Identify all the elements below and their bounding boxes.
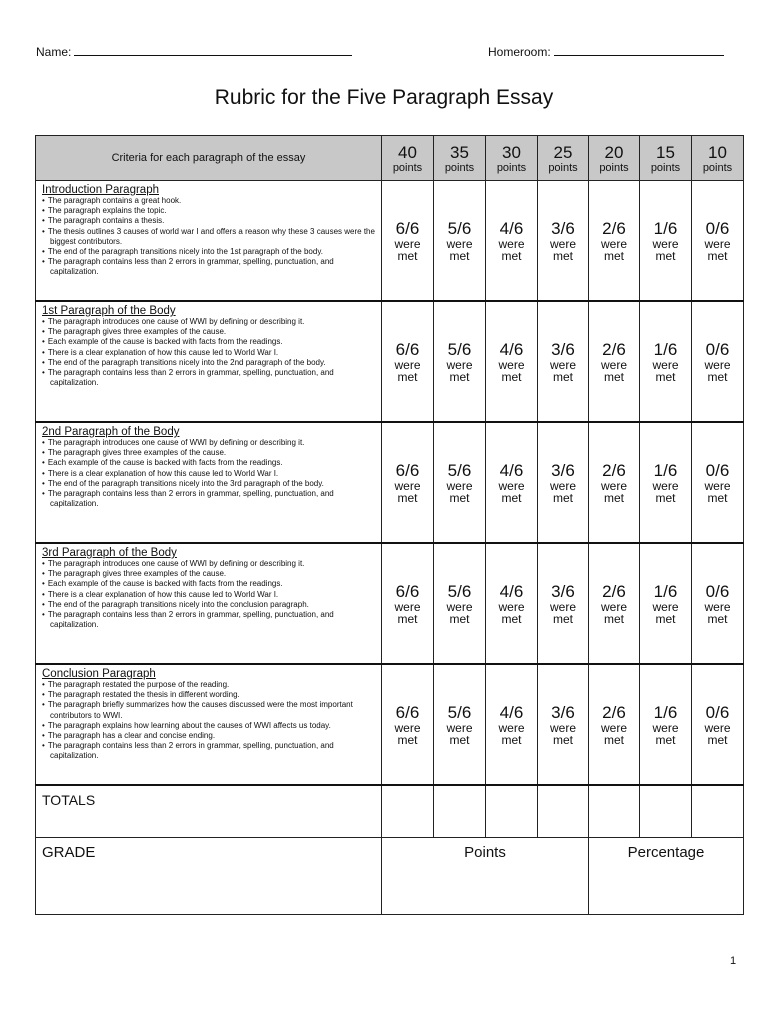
score-cell <box>589 181 640 302</box>
score-fraction: 3/6 <box>551 460 575 480</box>
score-met: met <box>552 369 573 384</box>
score-met: met <box>449 732 470 747</box>
score-met: met <box>552 611 573 626</box>
score-cell <box>382 301 434 422</box>
score-were: were <box>652 720 679 735</box>
score-met: met <box>397 248 418 263</box>
criteria-title: 2nd Paragraph of the Body <box>42 426 180 438</box>
criteria-bullet: • The paragraph gives three examples of the cause. <box>42 569 376 579</box>
criteria-bullet: • The paragraph contains less than 2 errors in grammar, spelling, punctuation, and capitalization. <box>42 489 376 509</box>
points-value: 15 <box>656 143 675 162</box>
score-cell <box>434 181 486 302</box>
criteria-bullet-list <box>42 196 376 278</box>
score-cell <box>434 422 486 543</box>
score-cell <box>486 664 538 785</box>
score-were: were <box>704 478 731 493</box>
criteria-bullet: • Each example of the cause is backed with facts from the readings. <box>42 458 376 468</box>
criteria-bullet: • The paragraph gives three examples of the cause. <box>42 327 376 337</box>
points-column-header <box>434 136 486 181</box>
criteria-bullet: • The paragraph explains how learning about the causes of WWI affects us today. <box>42 721 376 731</box>
criteria-row <box>36 543 744 664</box>
points-value: 25 <box>553 143 573 162</box>
score-were: were <box>600 236 627 251</box>
criteria-title: 1st Paragraph of the Body <box>42 305 176 317</box>
score-were: were <box>704 357 731 372</box>
criteria-cell <box>36 181 382 302</box>
score-were: were <box>498 478 525 493</box>
totals-cell <box>640 785 692 838</box>
name-label: Name: <box>36 45 72 59</box>
totals-cell <box>382 785 434 838</box>
criteria-bullet: • The paragraph restated the thesis in different wording. <box>42 690 376 700</box>
criteria-bullet: • The thesis outlines 3 causes of world war I and offers a reason why these 3 causes were the biggest contributors. <box>42 227 376 247</box>
criteria-bullet: • The paragraph contains less than 2 errors in grammar, spelling, punctuation, and capitalization. <box>42 741 376 761</box>
score-fraction: 0/6 <box>705 218 730 238</box>
score-fraction: 3/6 <box>551 218 575 238</box>
score-met: met <box>449 490 470 505</box>
score-were: were <box>600 599 627 614</box>
points-column-header <box>640 136 692 181</box>
criteria-bullet: • The paragraph introduces one cause of WWI by defining or describing it. <box>42 559 376 569</box>
criteria-cell <box>36 301 382 422</box>
score-met: met <box>655 490 676 505</box>
criteria-bullet: • The paragraph restated the purpose of the reading. <box>42 680 376 690</box>
criteria-bullet-list <box>42 680 376 762</box>
score-were: were <box>704 720 731 735</box>
score-met: met <box>501 248 522 263</box>
score-cell <box>486 181 538 302</box>
criteria-bullet: • The end of the paragraph transitions nicely into the conclusion paragraph. <box>42 600 376 610</box>
score-fraction: 5/6 <box>447 702 472 722</box>
score-were: were <box>704 599 731 614</box>
criteria-bullet: • The paragraph introduces one cause of WWI by defining or describing it. <box>42 317 376 327</box>
criteria-bullet: • The paragraph contains less than 2 errors in grammar, spelling, punctuation, and capitalization. <box>42 257 376 277</box>
score-met: met <box>397 611 418 626</box>
score-met: met <box>707 248 728 263</box>
score-met: met <box>397 369 418 384</box>
score-were: were <box>652 236 679 251</box>
score-were: were <box>394 478 421 493</box>
student-info-line <box>36 44 742 64</box>
score-were: were <box>652 599 679 614</box>
homeroom-field <box>488 44 724 59</box>
criteria-bullet: • The paragraph briefly summarizes how the causes discussed were the most important contributors to WWI. <box>42 700 376 720</box>
score-were: were <box>498 599 525 614</box>
criteria-bullet-list <box>42 317 376 388</box>
criteria-bullet: • The end of the paragraph transitions nicely into the 3rd paragraph of the body. <box>42 479 376 489</box>
criteria-cell <box>36 664 382 785</box>
score-fraction: 5/6 <box>447 339 472 359</box>
criteria-bullet: • The paragraph explains the topic. <box>42 206 376 216</box>
points-column-header <box>589 136 640 181</box>
score-met: met <box>449 611 470 626</box>
score-met: met <box>501 490 522 505</box>
score-were: were <box>549 720 576 735</box>
score-were: were <box>446 599 473 614</box>
score-fraction: 1/6 <box>653 339 678 359</box>
points-column-header <box>692 136 744 181</box>
score-were: were <box>600 478 627 493</box>
criteria-cell <box>36 543 382 664</box>
score-were: were <box>498 357 525 372</box>
score-cell <box>692 664 744 785</box>
criteria-bullet: • The end of the paragraph transitions nicely into the 1st paragraph of the body. <box>42 247 376 257</box>
score-were: were <box>704 236 731 251</box>
points-column-header <box>538 136 589 181</box>
score-were: were <box>549 599 576 614</box>
score-met: met <box>449 248 470 263</box>
criteria-cell <box>36 422 382 543</box>
score-cell <box>692 422 744 543</box>
criteria-bullet: • There is a clear explanation of how this cause led to World War I. <box>42 469 376 479</box>
score-met: met <box>655 248 676 263</box>
score-cell <box>382 422 434 543</box>
score-met: met <box>655 369 676 384</box>
score-cell <box>538 422 589 543</box>
score-fraction: 5/6 <box>447 460 472 480</box>
score-cell <box>589 301 640 422</box>
score-cell <box>589 543 640 664</box>
points-label: points <box>496 162 527 174</box>
points-value: 20 <box>604 143 624 162</box>
points-label: points <box>599 162 629 174</box>
score-cell <box>692 543 744 664</box>
score-fraction: 0/6 <box>705 702 730 722</box>
totals-cell <box>538 785 589 838</box>
score-were: were <box>394 357 421 372</box>
grade-row <box>36 838 744 915</box>
score-were: were <box>600 720 627 735</box>
name-field <box>36 44 352 59</box>
totals-cell <box>692 785 744 838</box>
score-were: were <box>394 720 421 735</box>
score-cell <box>382 664 434 785</box>
score-cell <box>486 543 538 664</box>
score-cell <box>640 664 692 785</box>
score-fraction: 5/6 <box>447 581 472 601</box>
criteria-row <box>36 301 744 422</box>
criteria-title: Conclusion Paragraph <box>42 668 156 680</box>
score-fraction: 0/6 <box>705 460 730 480</box>
score-were: were <box>549 478 576 493</box>
score-fraction: 1/6 <box>653 460 678 480</box>
score-were: were <box>446 357 473 372</box>
homeroom-blank-line <box>554 44 724 56</box>
score-were: were <box>498 236 525 251</box>
criteria-bullet: • Each example of the cause is backed with facts from the readings. <box>42 579 376 589</box>
score-fraction: 4/6 <box>499 702 524 722</box>
score-cell <box>692 301 744 422</box>
totals-cell <box>589 785 640 838</box>
score-were: were <box>652 357 679 372</box>
totals-cell <box>486 785 538 838</box>
score-cell <box>434 664 486 785</box>
criteria-bullet: • The paragraph gives three examples of the cause. <box>42 448 376 458</box>
score-were: were <box>446 720 473 735</box>
page-number: 1 <box>730 955 737 967</box>
score-met: met <box>707 732 728 747</box>
rubric-table <box>35 135 744 915</box>
criteria-bullet: • The paragraph contains less than 2 errors in grammar, spelling, punctuation, and capitalization. <box>42 368 376 388</box>
score-fraction: 4/6 <box>499 460 524 480</box>
rubric-header-row <box>36 136 744 181</box>
totals-cell <box>434 785 486 838</box>
score-cell <box>640 543 692 664</box>
score-fraction: 1/6 <box>653 218 678 238</box>
criteria-bullet-list <box>42 438 376 509</box>
criteria-bullet: • The paragraph contains a thesis. <box>42 216 376 226</box>
score-were: were <box>446 478 473 493</box>
score-met: met <box>603 732 624 747</box>
criteria-bullet: • The paragraph contains less than 2 errors in grammar, spelling, punctuation, and capitalization. <box>42 610 376 630</box>
score-fraction: 4/6 <box>499 581 524 601</box>
score-cell <box>486 301 538 422</box>
score-cell <box>538 543 589 664</box>
criteria-bullet: • There is a clear explanation of how this cause led to World War I. <box>42 590 376 600</box>
points-column-header <box>486 136 538 181</box>
points-label: points <box>548 162 578 174</box>
points-label: points <box>444 162 475 174</box>
score-fraction: 6/6 <box>395 702 420 722</box>
grade-percentage-cell: Percentage <box>589 838 744 915</box>
score-met: met <box>655 611 676 626</box>
criteria-title: 3rd Paragraph of the Body <box>42 547 177 559</box>
score-met: met <box>449 369 470 384</box>
score-met: met <box>603 248 624 263</box>
score-cell <box>692 181 744 302</box>
score-met: met <box>707 611 728 626</box>
score-were: were <box>498 720 525 735</box>
score-cell <box>640 301 692 422</box>
criteria-bullet: • Each example of the cause is backed with facts from the readings. <box>42 337 376 347</box>
score-cell <box>538 664 589 785</box>
score-fraction: 1/6 <box>653 702 678 722</box>
score-met: met <box>501 611 522 626</box>
score-met: met <box>501 732 522 747</box>
criteria-bullet: • The paragraph has a clear and concise ending. <box>42 731 376 741</box>
score-fraction: 2/6 <box>602 339 626 359</box>
score-cell <box>589 422 640 543</box>
criteria-bullet-list <box>42 559 376 630</box>
points-value: 30 <box>502 143 521 162</box>
points-label: points <box>392 162 423 174</box>
score-fraction: 4/6 <box>499 339 524 359</box>
score-fraction: 1/6 <box>653 581 678 601</box>
score-fraction: 6/6 <box>395 339 420 359</box>
score-fraction: 6/6 <box>395 460 420 480</box>
score-fraction: 3/6 <box>551 339 575 359</box>
score-were: were <box>394 236 421 251</box>
homeroom-label: Homeroom: <box>488 45 551 59</box>
score-cell <box>538 301 589 422</box>
score-met: met <box>501 369 522 384</box>
score-met: met <box>655 732 676 747</box>
score-fraction: 3/6 <box>551 702 575 722</box>
points-label: points <box>702 162 733 174</box>
score-were: were <box>394 599 421 614</box>
score-were: were <box>446 236 473 251</box>
points-value: 35 <box>450 143 469 162</box>
score-met: met <box>603 369 624 384</box>
score-fraction: 2/6 <box>602 460 626 480</box>
page-title: Rubric for the Five Paragraph Essay <box>214 86 554 109</box>
score-met: met <box>552 248 573 263</box>
score-fraction: 2/6 <box>602 581 626 601</box>
score-cell <box>486 422 538 543</box>
criteria-bullet: • The paragraph contains a great hook. <box>42 196 376 206</box>
score-cell <box>589 664 640 785</box>
totals-row <box>36 785 744 838</box>
score-fraction: 6/6 <box>395 218 420 238</box>
grade-label: GRADE <box>36 838 382 915</box>
score-cell <box>538 181 589 302</box>
criteria-bullet: • There is a clear explanation of how this cause led to World War I. <box>42 348 376 358</box>
score-fraction: 3/6 <box>551 581 575 601</box>
score-met: met <box>707 490 728 505</box>
criteria-column-header: Criteria for each paragraph of the essay <box>36 136 382 181</box>
score-fraction: 0/6 <box>705 339 730 359</box>
points-value: 10 <box>708 143 727 162</box>
score-met: met <box>552 732 573 747</box>
totals-label: TOTALS <box>36 785 382 838</box>
score-met: met <box>603 611 624 626</box>
points-column-header <box>382 136 434 181</box>
name-blank-line <box>74 44 352 56</box>
score-were: were <box>652 478 679 493</box>
score-fraction: 4/6 <box>499 218 524 238</box>
score-met: met <box>552 490 573 505</box>
score-cell <box>382 181 434 302</box>
score-met: met <box>603 490 624 505</box>
grade-points-cell: Points <box>382 838 589 915</box>
criteria-bullet: • The end of the paragraph transitions nicely into the 2nd paragraph of the body. <box>42 358 376 368</box>
criteria-row <box>36 181 744 302</box>
score-met: met <box>397 490 418 505</box>
score-fraction: 0/6 <box>705 581 730 601</box>
criteria-bullet: • The paragraph introduces one cause of WWI by defining or describing it. <box>42 438 376 448</box>
score-met: met <box>397 732 418 747</box>
score-were: were <box>600 357 627 372</box>
score-met: met <box>707 369 728 384</box>
score-cell <box>640 181 692 302</box>
points-label: points <box>650 162 681 174</box>
score-cell <box>434 301 486 422</box>
score-cell <box>382 543 434 664</box>
score-fraction: 5/6 <box>447 218 472 238</box>
score-were: were <box>549 357 576 372</box>
score-fraction: 6/6 <box>395 581 420 601</box>
score-were: were <box>549 236 576 251</box>
score-fraction: 2/6 <box>602 702 626 722</box>
score-fraction: 2/6 <box>602 218 626 238</box>
score-cell <box>640 422 692 543</box>
criteria-title: Introduction Paragraph <box>42 184 159 196</box>
rubric-body <box>36 181 744 915</box>
points-value: 40 <box>398 143 417 162</box>
criteria-row <box>36 422 744 543</box>
score-cell <box>434 543 486 664</box>
criteria-row <box>36 664 744 785</box>
